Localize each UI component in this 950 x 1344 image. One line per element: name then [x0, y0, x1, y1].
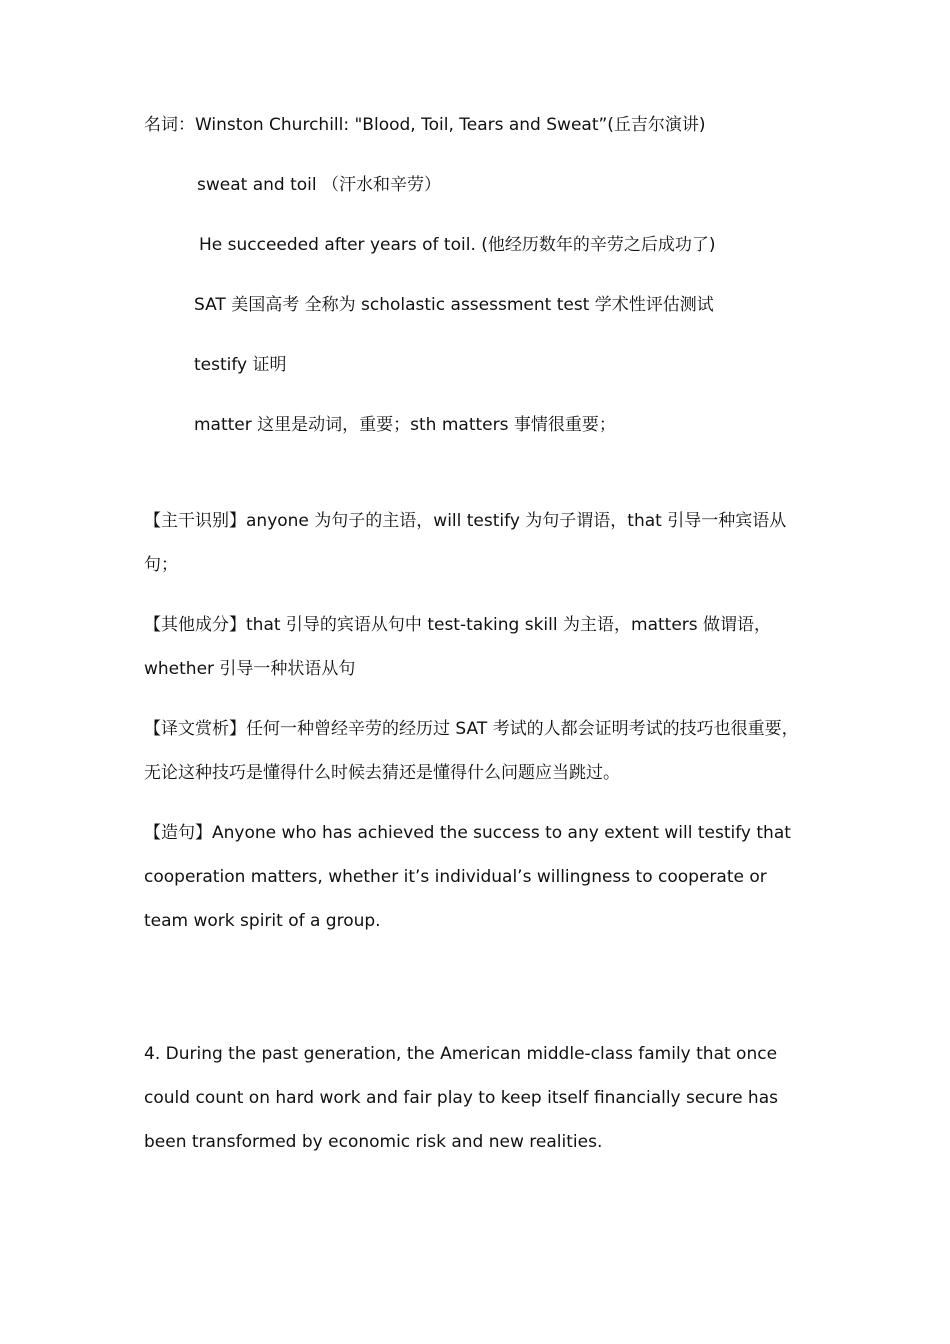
analysis-translation: 【译文赏析】任何一种曾经辛劳的经历过 SAT 考试的人都会证明考试的技巧也很重要，无论这种技巧是懂得什么时候去猜还是懂得什么问题应当跳过。	[144, 719, 799, 783]
vocab-line-noun: 名词：Winston Churchill: "Blood, Toil, Tears and Sweat”(丘吉尔演讲)	[144, 115, 706, 135]
analysis-other-components: 【其他成分】that 引导的宾语从句中 test-taking skill 为主语，matters 做谓语，whether 引导一种状语从句	[144, 615, 772, 679]
vocab-line-sweat-toil: sweat and toil （汗水和辛劳）	[197, 175, 442, 195]
vocab-line-sat: SAT 美国高考 全称为 scholastic assessment test 学术性评估测试	[194, 295, 714, 315]
item-4-paragraph: 4. During the past generation, the American middle-class family that once could count on hard work and fair play to keep itself financially secure has been transformed by economic risk and new realities.	[144, 1044, 778, 1152]
vocab-line-example: He succeeded after years of toil. (他经历数年的辛劳之后成功了)	[199, 235, 716, 255]
analysis-example-sentence: 【造句】Anyone who has achieved the success to any extent will testify that cooperation matters, whether it’s individual’s willingness to cooperate or team work spirit of a group.	[144, 823, 791, 931]
analysis-main-clause: 【主干识别】anyone 为句子的主语，will testify 为句子谓语，that 引导一种宾语从句；	[144, 511, 787, 575]
vocab-line-testify: testify 证明	[194, 355, 287, 375]
vocab-line-matter: matter 这里是动词，重要；sth matters 事情很重要；	[194, 415, 616, 435]
